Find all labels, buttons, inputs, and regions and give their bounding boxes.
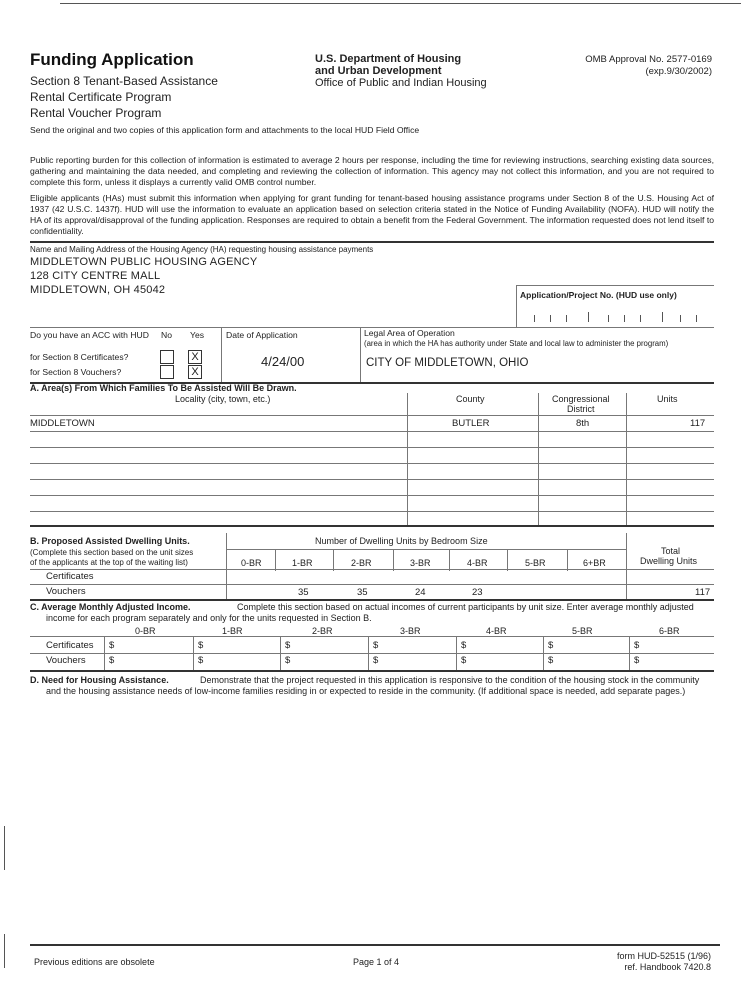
footer-rule [30, 944, 720, 946]
currency-sign: $ [285, 640, 291, 651]
currency-sign: $ [548, 640, 554, 651]
agency-name[interactable]: MIDDLETOWN PUBLIC HOUSING AGENCY [30, 256, 258, 268]
c-certificates-label: Certificates [46, 640, 94, 651]
section-b-col-divider [393, 549, 394, 571]
section-a-row-line [30, 447, 714, 448]
section-b-col-divider [567, 549, 568, 571]
acc-divider [221, 327, 222, 382]
section-d-title: D. Need for Housing Assistance. [30, 675, 169, 685]
project-no-field[interactable] [520, 315, 710, 325]
district-cell[interactable]: 8th [576, 418, 590, 429]
locality-column-header: Locality (city, town, etc.) [175, 394, 271, 404]
currency-sign: $ [548, 655, 554, 666]
total-header-1: Total [661, 546, 681, 556]
scan-mark [4, 826, 5, 870]
currency-sign: $ [461, 655, 467, 666]
date-label: Date of Application [226, 330, 298, 340]
district-column-header-1: Congressional [552, 394, 610, 404]
project-no-label: Application/Project No. (HUD use only) [520, 290, 677, 300]
district-column-header-2: District [567, 404, 595, 414]
col-1br: 1-BR [292, 558, 313, 568]
divider-rule [30, 241, 714, 243]
certificates-no-checkbox[interactable] [160, 350, 174, 364]
certificates-question: for Section 8 Certificates? [30, 352, 129, 362]
section-c-instruction: Complete this section based on actual incomes of current participants by unit size. Enter average monthly adjusted [237, 602, 694, 612]
currency-sign: $ [634, 640, 640, 651]
col-4br: 4-BR [467, 558, 488, 568]
acc-yes-label: Yes [190, 330, 205, 340]
col-0br: 0-BR [241, 558, 262, 568]
currency-sign: $ [373, 640, 379, 651]
department-name-line-2: and Urban Development [315, 65, 442, 77]
c-col-2br: 2-BR [312, 626, 333, 636]
burden-notice: Public reporting burden for this collection of information is estimated to average 2 hours per response, including the time for reviewing instructions, searching existing data sources, gathering and maintaining the data needed, and completing and reviewing the collection of information. This agency may not collect this information, and you are not required to complete this form, unless it displays a currently valid OMB control number. [30, 155, 714, 187]
section-a-row-line [30, 463, 714, 464]
c-col-6br: 6-BR [659, 626, 680, 636]
units-column-header: Units [657, 394, 678, 404]
currency-sign: $ [285, 655, 291, 666]
vouchers-question: for Section 8 Vouchers? [30, 367, 122, 377]
c-col-4br: 4-BR [486, 626, 507, 636]
acc-question: Do you have an ACC with HUD [30, 330, 149, 340]
section-a-row-line [30, 495, 714, 496]
agency-street[interactable]: 128 CITY CENTRE MALL [30, 270, 161, 282]
project-no-box-top [516, 285, 714, 286]
currency-sign: $ [109, 640, 115, 651]
bedroom-size-header: Number of Dwelling Units by Bedroom Size [315, 536, 488, 546]
section-b-col-divider [449, 549, 450, 571]
currency-sign: $ [634, 655, 640, 666]
page-number: Page 1 of 4 [353, 957, 400, 967]
vouchers-row-label: Vouchers [46, 586, 86, 597]
form-number: form HUD-52515 (1/96) [616, 951, 711, 961]
locality-cell[interactable]: MIDDLETOWN [30, 418, 95, 429]
agency-city[interactable]: MIDDLETOWN, OH 45042 [30, 284, 166, 296]
vouchers-total-cell[interactable]: 117 [695, 587, 711, 598]
section-c-title: C. Average Monthly Adjusted Income. [30, 602, 191, 612]
col-3br: 3-BR [410, 558, 431, 568]
office-name: Office of Public and Indian Housing [315, 77, 487, 89]
section-a-title: A. Area(s) From Which Families To Be Assisted Will Be Drawn. [30, 383, 297, 393]
section-b-header-line [30, 569, 714, 570]
section-c-header-line [30, 636, 714, 637]
section-c-row-line [30, 653, 714, 654]
c-col-1br: 1-BR [222, 626, 243, 636]
need-for-assistance-field[interactable] [30, 700, 714, 940]
certificates-row-label: Certificates [46, 571, 94, 582]
section-b-col-divider [333, 549, 334, 571]
acc-no-label: No [161, 330, 172, 340]
agency-address-label: Name and Mailing Address of the Housing Agency (HA) requesting housing assistance payments [30, 245, 374, 254]
section-b-note-1: (Complete this section based on the unit sizes [30, 548, 194, 557]
section-b-bottom [30, 599, 714, 601]
units-cell[interactable]: 117 [690, 418, 706, 429]
vouchers-no-checkbox[interactable] [160, 365, 174, 379]
section-d-text-2: and the housing assistance needs of low-income families residing in or expected to reside in the community. (If additional space is needed, add separate pages.) [46, 686, 686, 696]
currency-sign: $ [461, 640, 467, 651]
section-a-bottom [30, 525, 714, 527]
send-instruction: Send the original and two copies of this application form and attachments to the local HUD Field Office [30, 125, 420, 135]
section-b-col-divider [226, 533, 227, 599]
county-column-header: County [456, 394, 485, 404]
section-b-row-line [30, 584, 714, 585]
section-a-header-line [30, 415, 714, 416]
footer-obsolete-note: Previous editions are obsolete [34, 957, 155, 967]
certificates-yes-checkbox[interactable]: X [188, 350, 202, 364]
section-d-text: Demonstrate that the project requested in this application is responsive to the condition of the housing stock in the community [200, 675, 700, 685]
eligibility-notice: Eligible applicants (HAs) must submit this information when applying for grant funding for tenant-based housing assistance programs under Section 8 of the U.S. Housing Act of 1937 (42 U.S.C. 1437f). HUD will use the information to evaluate an application based on selection criteria stated in the Notice of Funding Availability (NOFA). HUD will notify the HA of its approval/disapproval of the funding application. Responses are required to obtain a benefit from the Federal Government. The information requested does not lend itself to confidentiality. [30, 193, 714, 236]
currency-sign: $ [373, 655, 379, 666]
section-c-instruction-2: income for each program separately and only for the units requested in Section B. [46, 613, 372, 623]
vouchers-3br-cell[interactable]: 24 [415, 587, 426, 598]
section-a-col-divider-1 [407, 393, 408, 525]
legal-area-note: (area in which the HA has authority under State and local law to administer the program) [364, 339, 669, 348]
section-a-col-divider-2 [538, 393, 539, 525]
col-2br: 2-BR [351, 558, 372, 568]
c-col-0br: 0-BR [135, 626, 156, 636]
handbook-reference: ref. Handbook 7420.8 [624, 962, 711, 972]
section-a-row-line [30, 431, 714, 432]
vouchers-2br-cell[interactable]: 35 [357, 587, 368, 598]
c-col-3br: 3-BR [400, 626, 421, 636]
scan-mark [4, 934, 5, 968]
section-a-col-divider-3 [626, 393, 627, 525]
scan-edge-line [60, 3, 741, 4]
section-b-group-line [226, 549, 626, 550]
vouchers-yes-checkbox[interactable]: X [188, 365, 202, 379]
subtitle-line-1: Section 8 Tenant-Based Assistance [30, 74, 218, 88]
total-header-2: Dwelling Units [640, 556, 698, 566]
legal-area-value[interactable]: CITY OF MIDDLETOWN, OHIO [366, 357, 529, 369]
col-6br: 6+BR [583, 558, 606, 568]
vouchers-4br-cell[interactable]: 23 [472, 587, 483, 598]
currency-sign: $ [198, 640, 204, 651]
omb-approval-number: OMB Approval No. 2577-0169 [585, 54, 712, 65]
date-value[interactable]: 4/24/00 [261, 354, 305, 369]
subtitle-line-3: Rental Voucher Program [30, 106, 162, 120]
section-c-bottom [30, 670, 714, 672]
c-col-5br: 5-BR [572, 626, 593, 636]
section-b-title: B. Proposed Assisted Dwelling Units. [30, 536, 190, 546]
section-b-col-divider [507, 549, 508, 571]
project-no-box-left [516, 285, 517, 327]
date-divider [360, 327, 361, 382]
county-cell[interactable]: BUTLER [452, 418, 490, 429]
department-name-line-1: U.S. Department of Housing [315, 53, 462, 65]
subtitle-line-2: Rental Certificate Program [30, 90, 172, 104]
vouchers-1br-cell[interactable]: 35 [298, 587, 309, 598]
omb-expiration: (exp.9/30/2002) [645, 66, 712, 77]
form-title: Funding Application [30, 50, 194, 69]
currency-sign: $ [109, 655, 115, 666]
section-a-row-line [30, 511, 714, 512]
currency-sign: $ [198, 655, 204, 666]
legal-area-label: Legal Area of Operation [364, 328, 455, 338]
section-b-col-divider [626, 533, 627, 599]
c-vouchers-label: Vouchers [46, 655, 86, 666]
col-5br: 5-BR [525, 558, 546, 568]
section-b-col-divider [275, 549, 276, 571]
section-a-row-line [30, 479, 714, 480]
section-b-note-2: of the applicants at the top of the waiting list) [30, 558, 188, 567]
